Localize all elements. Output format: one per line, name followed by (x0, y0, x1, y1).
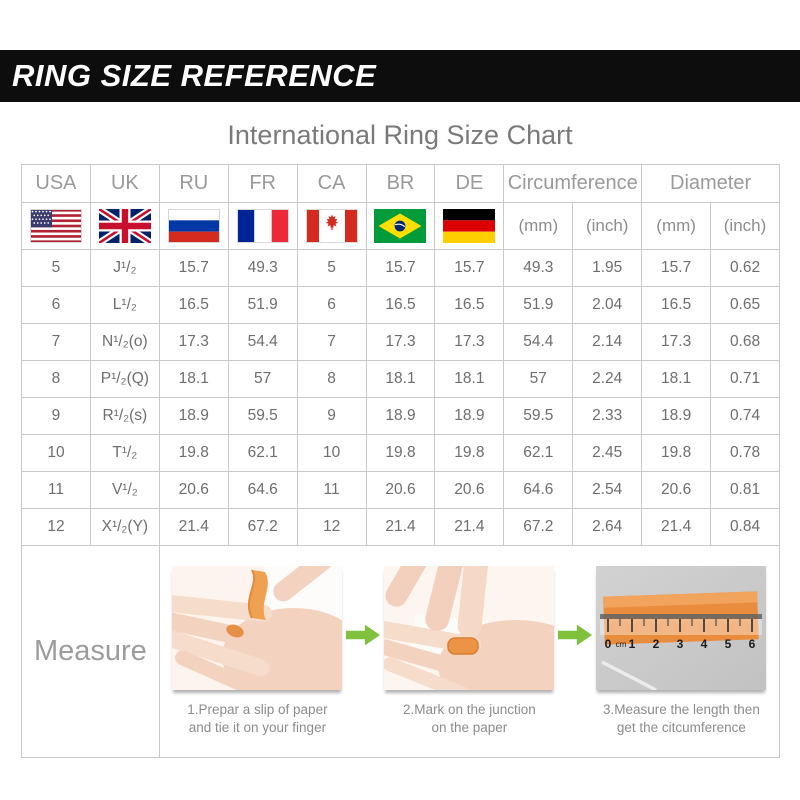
table-row (22, 324, 780, 361)
table-cell: 17.3 (159, 324, 228, 361)
flag-cell-usa (22, 203, 91, 250)
table-cell: 7 (297, 324, 366, 361)
step2-caption-line1: 2.Mark on the junction (402, 702, 536, 718)
uk-flag-icon (99, 209, 151, 243)
table-cell: 19.8 (366, 435, 435, 472)
table-cell: 11 (22, 472, 91, 509)
flag-cell-ru (159, 203, 228, 250)
arrow-right-icon (346, 623, 380, 647)
table-cell: 49.3 (228, 250, 297, 287)
table-cell: 21.4 (366, 509, 435, 546)
table-row (22, 287, 780, 324)
table-cell: 2.64 (573, 509, 642, 546)
table-cell: 0.68 (711, 324, 780, 361)
table-cell: 51.9 (228, 287, 297, 324)
col-fr: FR (228, 165, 297, 203)
russia-flag-icon (168, 209, 220, 243)
circumference-inch-header: (inch) (573, 203, 642, 250)
step1-caption-line1: 1.Prepar a slip of paper (187, 702, 328, 718)
measure-row (22, 546, 780, 758)
table-cell: 64.6 (228, 472, 297, 509)
table-cell: 57 (504, 361, 573, 398)
table-cell: 0.74 (711, 398, 780, 435)
step1-caption-line2: and tie it on your finger (188, 720, 327, 735)
table-row (22, 472, 780, 509)
page-title: International Ring Size Chart (227, 120, 573, 150)
table-row (22, 398, 780, 435)
table-cell: 62.1 (228, 435, 297, 472)
table-cell: 5 (22, 250, 91, 287)
ruler-label: 2 (653, 637, 660, 652)
table-cell: 49.3 (504, 250, 573, 287)
table-cell: 51.9 (504, 287, 573, 324)
banner (0, 50, 800, 102)
ruler-label: 4 (701, 637, 708, 652)
col-usa: USA (22, 165, 91, 203)
circumference-mm-header: (mm) (504, 203, 573, 250)
table-cell: 54.4 (228, 324, 297, 361)
table-cell: 21.4 (642, 509, 711, 546)
table-cell: 17.3 (366, 324, 435, 361)
france-flag-icon (237, 209, 289, 243)
table-cell: P¹/₂(Q) (90, 361, 159, 398)
table-cell: L¹/₂ (90, 287, 159, 324)
flag-cell-de (435, 203, 504, 250)
table-row (22, 361, 780, 398)
table-cell: 67.2 (228, 509, 297, 546)
step3-caption-line2: get the citcumference (616, 720, 746, 735)
table-cell: X¹/₂(Y) (90, 509, 159, 546)
step1-hand-photo (172, 566, 342, 690)
table-row (22, 509, 780, 546)
table-cell: 2.45 (573, 435, 642, 472)
table-cell: 18.9 (159, 398, 228, 435)
table-cell: 0.62 (711, 250, 780, 287)
flag-cell-uk (90, 203, 159, 250)
measure-steps (160, 566, 779, 736)
table-cell: 16.5 (159, 287, 228, 324)
table-cell: 20.6 (435, 472, 504, 509)
diameter-inch-header: (inch) (711, 203, 780, 250)
table-cell: 21.4 (435, 509, 504, 546)
table-cell: 8 (22, 361, 91, 398)
table-cell: 17.3 (435, 324, 504, 361)
table-cell: 2.33 (573, 398, 642, 435)
measure-content (159, 546, 779, 758)
table-cell: 59.5 (228, 398, 297, 435)
step2-caption-line2: on the paper (431, 720, 508, 735)
canada-flag-icon (306, 209, 358, 243)
flag-cell-ca (297, 203, 366, 250)
ruler-label: 5 (725, 637, 732, 652)
measure-step-2 (380, 566, 558, 736)
table-header-row (22, 165, 780, 203)
brazil-flag-icon (374, 209, 426, 243)
arrow-right-icon (558, 623, 592, 647)
table-cell: 19.8 (642, 435, 711, 472)
table-cell: 64.6 (504, 472, 573, 509)
table-cell: 5 (297, 250, 366, 287)
table-cell: 2.14 (573, 324, 642, 361)
measure-step-3 (592, 566, 770, 736)
table-cell: 10 (297, 435, 366, 472)
table-cell: 2.24 (573, 361, 642, 398)
size-table-body (22, 250, 780, 546)
ruler-label: cm (616, 640, 627, 650)
table-cell: 18.9 (435, 398, 504, 435)
table-cell: 0.81 (711, 472, 780, 509)
ring-size-table (21, 164, 780, 758)
table-cell: 9 (297, 398, 366, 435)
table-cell: 1.95 (573, 250, 642, 287)
step3-caption-line1: 3.Measure the length then (602, 702, 760, 718)
diameter-mm-header: (mm) (642, 203, 711, 250)
measure-label: Measure (22, 546, 160, 758)
table-cell: 9 (22, 398, 91, 435)
col-diameter: Diameter (642, 165, 780, 203)
table-cell: 15.7 (366, 250, 435, 287)
step1-caption (187, 701, 327, 736)
table-cell: 57 (228, 361, 297, 398)
table-cell: V¹/₂ (90, 472, 159, 509)
usa-flag-icon (30, 209, 82, 243)
table-cell: 7 (22, 324, 91, 361)
table-cell: 6 (297, 287, 366, 324)
table-cell: 18.9 (366, 398, 435, 435)
table-cell: 18.1 (159, 361, 228, 398)
table-cell: 18.1 (435, 361, 504, 398)
ruler-label: 6 (749, 637, 756, 652)
col-uk: UK (90, 165, 159, 203)
ruler-label: 1 (629, 637, 636, 652)
table-cell: 62.1 (504, 435, 573, 472)
table-cell: 20.6 (366, 472, 435, 509)
table-cell: 19.8 (159, 435, 228, 472)
table-cell: 54.4 (504, 324, 573, 361)
table-cell: 19.8 (435, 435, 504, 472)
table-cell: 15.7 (435, 250, 504, 287)
table-cell: 16.5 (642, 287, 711, 324)
table-cell: 20.6 (642, 472, 711, 509)
table-cell: 18.1 (366, 361, 435, 398)
table-row (22, 250, 780, 287)
banner-title: RING SIZE REFERENCE (12, 58, 377, 93)
table-cell: 0.84 (711, 509, 780, 546)
table-cell: 21.4 (159, 509, 228, 546)
flag-cell-fr (228, 203, 297, 250)
ruler-label: 0 (605, 637, 612, 652)
table-cell: 0.65 (711, 287, 780, 324)
col-de: DE (435, 165, 504, 203)
step2-caption (403, 701, 536, 736)
table-cell: J¹/₂ (90, 250, 159, 287)
col-ru: RU (159, 165, 228, 203)
table-cell: 0.71 (711, 361, 780, 398)
table-cell: 0.78 (711, 435, 780, 472)
flag-cell-br (366, 203, 435, 250)
germany-flag-icon (443, 209, 495, 243)
measure-step-1 (168, 566, 346, 736)
col-ca: CA (297, 165, 366, 203)
step2-hand-photo (384, 566, 554, 690)
table-cell: 15.7 (159, 250, 228, 287)
table-cell: 2.54 (573, 472, 642, 509)
col-circumference: Circumference (504, 165, 642, 203)
table-cell: 67.2 (504, 509, 573, 546)
step3-ruler-photo (596, 566, 766, 690)
ruler-label: 3 (677, 637, 684, 652)
table-cell: 6 (22, 287, 91, 324)
table-cell: 2.04 (573, 287, 642, 324)
table-cell: 18.1 (642, 361, 711, 398)
table-cell: T¹/₂ (90, 435, 159, 472)
table-cell: R¹/₂(s) (90, 398, 159, 435)
table-cell: 15.7 (642, 250, 711, 287)
table-row (22, 435, 780, 472)
table-cell: 59.5 (504, 398, 573, 435)
table-cell: 8 (297, 361, 366, 398)
step3-caption (603, 701, 760, 736)
table-cell: 16.5 (435, 287, 504, 324)
table-cell: N¹/₂(o) (90, 324, 159, 361)
table-cell: 12 (297, 509, 366, 546)
table-cell: 17.3 (642, 324, 711, 361)
table-cell: 20.6 (159, 472, 228, 509)
flag-row (22, 203, 780, 250)
col-br: BR (366, 165, 435, 203)
table-cell: 18.9 (642, 398, 711, 435)
table-cell: 11 (297, 472, 366, 509)
table-cell: 10 (22, 435, 91, 472)
table-cell: 16.5 (366, 287, 435, 324)
table-cell: 12 (22, 509, 91, 546)
